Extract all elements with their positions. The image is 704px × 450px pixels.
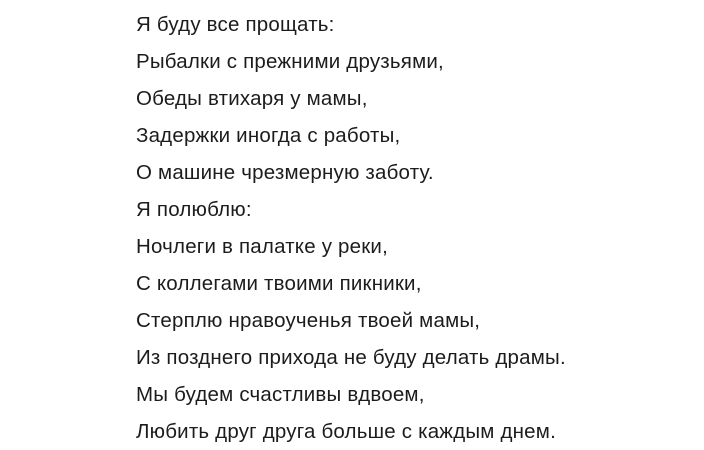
poem-line: Любить друг друга больше с каждым днем.	[136, 420, 556, 443]
poem-line: Я буду все прощать:	[136, 13, 335, 36]
poem-line: О машине чрезмерную заботу.	[136, 161, 434, 184]
poem-line: Задержки иногда с работы,	[136, 124, 401, 147]
poem-line: Мы будем счастливы вдвоем,	[136, 383, 425, 406]
poem-line: С коллегами твоими пикники,	[136, 272, 422, 295]
poem-line: Ночлеги в палатке у реки,	[136, 235, 388, 258]
poem-line: Рыбалки с прежними друзьями,	[136, 50, 444, 73]
poem-line: Обеды втихаря у мамы,	[136, 87, 368, 110]
poem-line: Я полюблю:	[136, 198, 252, 221]
poem-line: Из позднего прихода не буду делать драмы.	[136, 346, 566, 369]
poem-line: Стерплю нравоученья твоей мамы,	[136, 309, 481, 332]
